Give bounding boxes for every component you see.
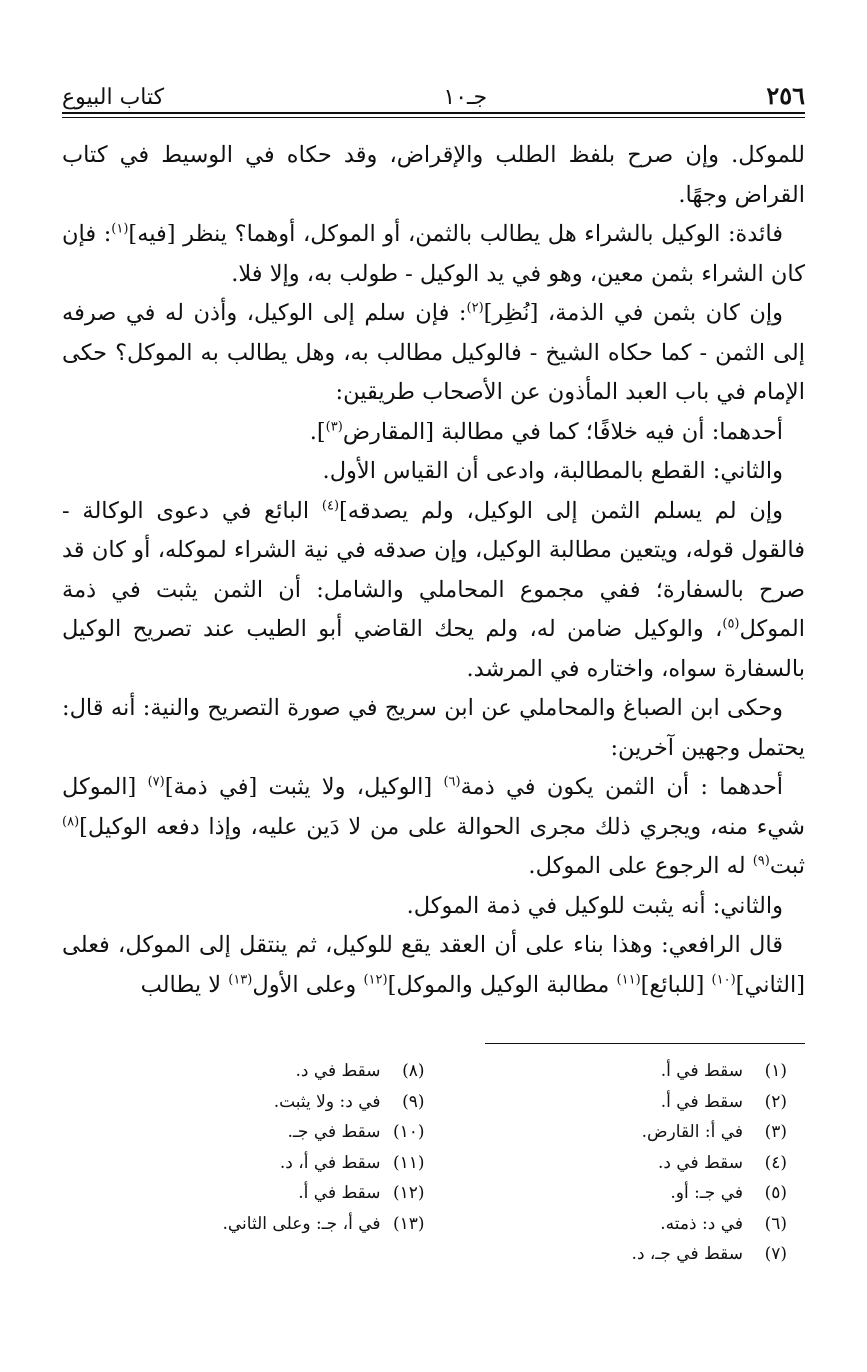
footnote-text: سقط في د.: [657, 1152, 743, 1173]
footnote-number: (٤): [764, 1152, 787, 1173]
footnote-text: في أ، جـ: وعلى الثاني.: [222, 1213, 381, 1234]
paragraph: والثاني: أنه يثبت للوكيل في ذمة الموكل.: [406, 892, 783, 919]
footnote-item: [425, 1178, 788, 1209]
footnote-number: (٦): [764, 1213, 787, 1234]
footnotes-column-left: [62, 1056, 425, 1270]
footnote-number: (١٢): [392, 1183, 425, 1203]
footnote-item: [62, 1117, 425, 1148]
footnote-number: (٢): [764, 1091, 787, 1112]
footnote-item: [62, 1087, 425, 1118]
page-number: ٢٥٦: [766, 81, 805, 110]
footnote-number: (١١): [392, 1152, 425, 1173]
book-page: [62, 62, 805, 1342]
footnote-text: سقط في أ، د.: [279, 1152, 381, 1173]
paragraph: للموكل. وإن صرح بلفظ الطلب والإقراض، وقد حكاه في الوسيط في كتاب القراض وجهًا.: [62, 142, 805, 208]
footnote-number: (١): [764, 1061, 787, 1081]
paragraph: وإن لم يسلم الثمن إلى الوكيل، ولم يصدقه]$^{(٤)}$ البائع في دعوى الوكالة - فالقول قوله، ويتعين مطالبة الوكيل، وإن صدقه في نية الشراء لموكله، أو كان قد صرح بالسفارة؛ ففي مجموع المحاملي والشامل: أن الثمن يثبت في ذمة الموكل$^{(٥)}$، والوكيل ضامن له، ولم يحك القاضي أبو الطيب عند تصريح الوكيل بالسفارة سواه، واختاره في المرشد.: [62, 497, 805, 682]
footnote-number: (٩): [402, 1091, 425, 1112]
footnote-text: في د: ذمته.: [660, 1213, 743, 1234]
header-rule: [62, 112, 805, 118]
footnote-item: [425, 1148, 788, 1179]
footnote-number: (٨): [402, 1061, 425, 1081]
footnote-text: سقط في أ.: [660, 1061, 743, 1081]
footnote-separator: [485, 1043, 805, 1044]
footnote-number: (٣): [764, 1122, 787, 1142]
paragraph: قال الرافعي: وهذا بناء على أن العقد يقع للوكيل، ثم ينتقل إلى الموكل، فعلى [الثاني]$^{(١٠)}$ [للبائع]$^{(١١)}$ مطالبة الوكيل والموكل]$^{(١٢)}$ وعلى الأول$^{(١٣)}$ لا يطالب: [62, 932, 805, 998]
footnotes: [62, 1056, 805, 1270]
paragraph: أحدهما: أن فيه خلافًا؛ كما في مطالبة [المقارض$^{(٣)}$].: [309, 418, 783, 445]
footnote-item: [425, 1239, 788, 1270]
paragraph: وإن كان بثمن في الذمة، [نُظِر]$^{(٢)}$: فإن سلم إلى الوكيل، وأذن له في صرفه إلى الثمن - كما حكاه الشيخ - فالوكيل مطالب به، وهل يطالب به الموكل؟ حكى الإمام في باب العبد المأذون عن الأصحاب طريقين:: [62, 300, 805, 405]
volume-label: جـ١٠: [443, 85, 488, 110]
paragraph: أحدهما : أن الثمن يكون في ذمة$^{(٦)}$ [الوكيل، ولا يثبت [في ذمة]$^{(٧)}$ [الموكل شيء منه، ويجري ذلك مجرى الحوالة على من لا دَين عليه، وإذا دفعه الوكيل]$^{(٨)}$ ثبت$^{(٩)}$ له الرجوع على الموكل.: [62, 774, 805, 879]
footnote-item: [425, 1087, 788, 1118]
footnote-item: [62, 1148, 425, 1179]
footnote-text: سقط في أ.: [660, 1091, 743, 1112]
footnote-text: في أ: القارض.: [641, 1122, 743, 1142]
footnote-number: (٧): [764, 1244, 787, 1264]
footnote-item: [62, 1209, 425, 1240]
footnote-item: [425, 1209, 788, 1240]
footnote-text: سقط في د.: [295, 1061, 381, 1081]
footnote-text: سقط في أ.: [298, 1183, 381, 1203]
page-header: [62, 62, 805, 110]
book-title: كتاب البيوع: [62, 85, 165, 110]
footnotes-column-right: [425, 1056, 806, 1270]
footnote-item: [62, 1178, 425, 1209]
footnote-text: في جـ: أو.: [670, 1183, 743, 1203]
footnote-text: في د: ولا يثبت.: [273, 1091, 381, 1112]
paragraph: والثاني: القطع بالمطالبة، وادعى أن القياس الأول.: [322, 458, 783, 484]
paragraph: فائدة: الوكيل بالشراء هل يطالب بالثمن، أو الموكل، أوهما؟ ينظر [فيه]$^{(١)}$: فإن كان الشراء بثمن معين، وهو في يد الوكيل - طولب به، وإلا فلا.: [62, 221, 805, 287]
footnote-number: (١٠): [392, 1122, 425, 1142]
main-text: [62, 136, 805, 1005]
footnote-text: سقط في جـ.: [287, 1122, 381, 1142]
footnote-item: [425, 1056, 788, 1087]
footnote-item: [425, 1117, 788, 1148]
paragraph: وحكى ابن الصباغ والمحاملي عن ابن سريج في صورة التصريح والنية: أنه قال: يحتمل وجهين آخرين:: [62, 695, 805, 761]
footnote-number: (١٣): [392, 1213, 425, 1234]
footnote-item: [62, 1056, 425, 1087]
footnote-text: سقط في جـ، د.: [631, 1244, 743, 1264]
footnote-number: (٥): [764, 1183, 787, 1203]
